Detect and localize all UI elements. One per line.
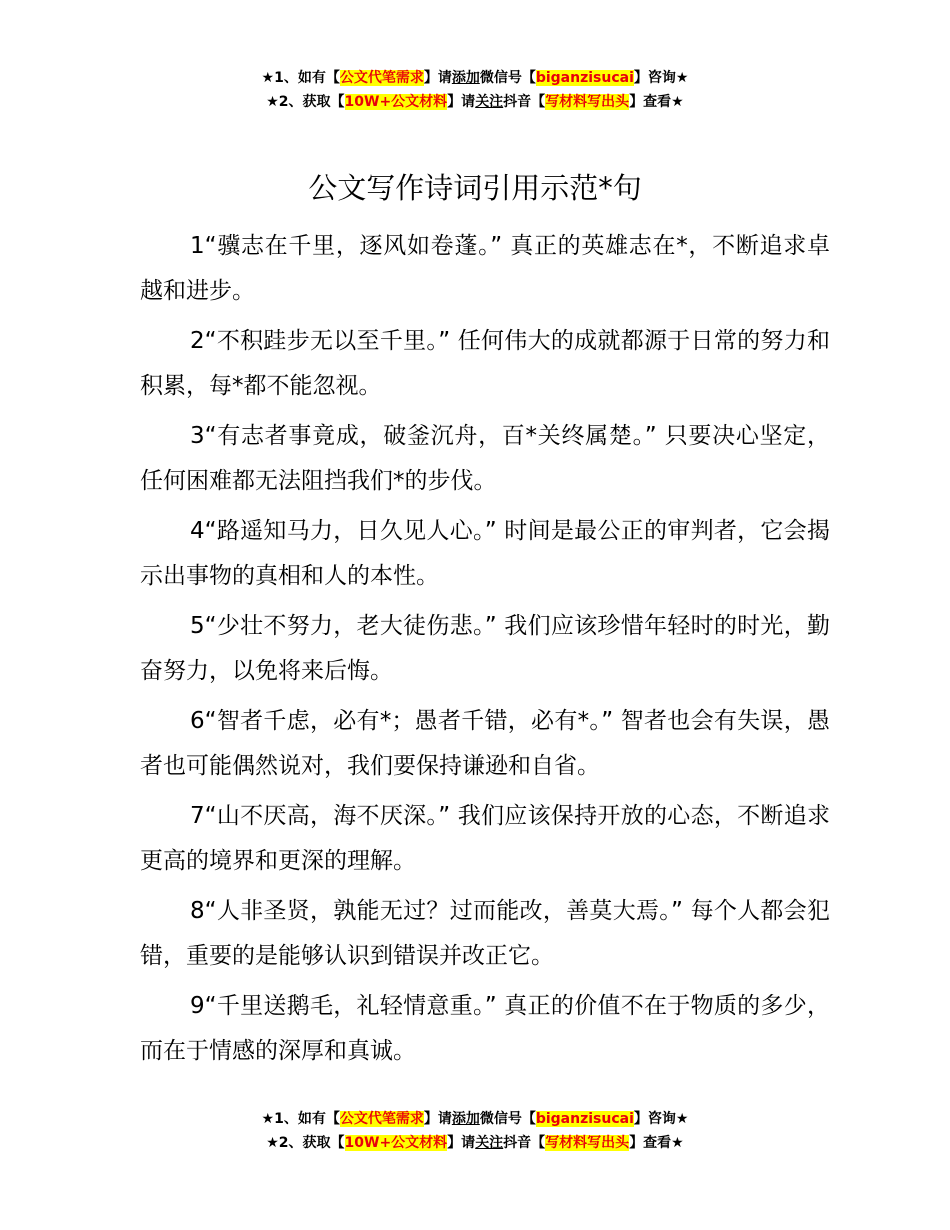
highlight-douyin: 写材料写出头 bbox=[545, 1135, 630, 1151]
banner-text: ★2、获取【 bbox=[266, 94, 345, 110]
banner-text: 抖音【 bbox=[503, 1135, 546, 1151]
banner-text: ★1、如有【 bbox=[261, 70, 340, 86]
quote-paragraph: 9“千里送鹅毛，礼轻情意重。” 真正的价值不在于物质的多少，而在于情感的深厚和真诚。 bbox=[140, 993, 830, 1064]
quote-paragraph: 5“少壮不努力，老大徒伤悲。” 我们应该珍惜年轻时的时光，勤奋努力，以免将来后悔。 bbox=[140, 613, 830, 684]
banner-text: 】查看★ bbox=[629, 1135, 684, 1151]
underlined-text: 关注 bbox=[475, 1135, 504, 1151]
banner-text: ★1、如有【 bbox=[261, 1111, 340, 1127]
banner-text: 】查看★ bbox=[629, 94, 684, 110]
banner-text: 】请 bbox=[447, 94, 476, 110]
banner-text: 微信号【 bbox=[479, 1111, 536, 1127]
banner-line-2 bbox=[0, 1131, 950, 1155]
banner-text: ★2、获取【 bbox=[266, 1135, 345, 1151]
highlight-wechat-id: biganzisucai bbox=[535, 70, 634, 86]
quote-paragraph: 1“骥志在千里，逐风如卷蓬。” 真正的英雄志在*，不断追求卓越和进步。 bbox=[140, 233, 830, 304]
quote-paragraph: 8“人非圣贤，孰能无过？过而能改，善莫大焉。” 每个人都会犯错，重要的是能够认识到错误并改正它。 bbox=[140, 898, 830, 969]
highlight-materials: 10W+公文材料 bbox=[344, 94, 448, 110]
document-body bbox=[140, 224, 830, 1079]
quote-paragraph: 4“路遥知马力，日久见人心。” 时间是最公正的审判者，它会揭示出事物的真相和人的本性。 bbox=[140, 518, 830, 589]
quote-paragraph: 7“山不厌高，海不厌深。” 我们应该保持开放的心态，不断追求更高的境界和更深的理解。 bbox=[140, 803, 830, 874]
footer-banner bbox=[0, 1107, 950, 1155]
highlight-service: 公文代笔需求 bbox=[339, 1111, 424, 1127]
highlight-materials: 10W+公文材料 bbox=[344, 1135, 448, 1151]
banner-text: 】咨询★ bbox=[633, 70, 689, 86]
highlight-wechat-id: biganzisucai bbox=[535, 1111, 634, 1127]
banner-text: 】请 bbox=[423, 1111, 452, 1127]
header-banner bbox=[0, 66, 950, 114]
quote-paragraph: 3“有志者事竟成，破釜沉舟，百*关终属楚。” 只要决心坚定，任何困难都无法阻挡我们*的步伐。 bbox=[140, 423, 830, 494]
banner-line-1 bbox=[0, 66, 950, 90]
underlined-text: 关注 bbox=[475, 94, 504, 110]
banner-text: 抖音【 bbox=[503, 94, 546, 110]
banner-line-2 bbox=[0, 90, 950, 114]
banner-text: 】请 bbox=[447, 1135, 476, 1151]
banner-text: 微信号【 bbox=[479, 70, 536, 86]
underlined-text: 添加 bbox=[451, 1111, 480, 1127]
underlined-text: 添加 bbox=[451, 70, 480, 86]
highlight-service: 公文代笔需求 bbox=[339, 70, 424, 86]
highlight-douyin: 写材料写出头 bbox=[545, 94, 630, 110]
banner-line-1 bbox=[0, 1107, 950, 1131]
quote-paragraph: 6“智者千虑，必有*；愚者千错，必有*。” 智者也会有失误，愚者也可能偶然说对，我们要保持谦逊和自省。 bbox=[140, 708, 830, 779]
document-title: 公文写作诗词引用示范*句 bbox=[308, 171, 642, 205]
banner-text: 】咨询★ bbox=[633, 1111, 689, 1127]
banner-text: 】请 bbox=[423, 70, 452, 86]
quote-paragraph: 2“不积跬步无以至千里。” 任何伟大的成就都源于日常的努力和积累，每*都不能忽视。 bbox=[140, 328, 830, 399]
